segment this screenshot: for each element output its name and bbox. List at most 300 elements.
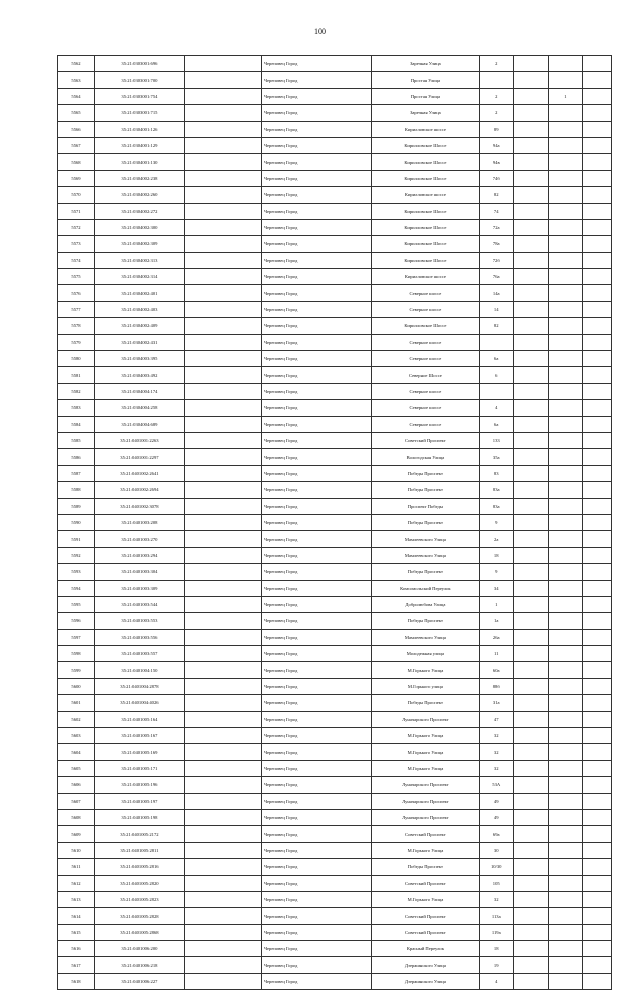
city-cell: Череповец Город <box>262 400 372 416</box>
house-cell: 82 <box>479 187 513 203</box>
empty-cell <box>513 318 548 334</box>
city-cell: Череповец Город <box>262 236 372 252</box>
empty-cell <box>583 154 612 170</box>
house-cell <box>479 383 513 399</box>
empty-cell <box>184 203 261 219</box>
extra-cell <box>548 777 583 793</box>
empty-cell <box>583 564 612 580</box>
extra-cell <box>548 170 583 186</box>
extra-cell <box>548 973 583 989</box>
house-cell: 30 <box>479 842 513 858</box>
city-cell: Череповец Город <box>262 416 372 432</box>
empty-cell <box>184 678 261 694</box>
city-cell: Череповец Город <box>262 842 372 858</box>
empty-cell <box>184 957 261 973</box>
extra-cell <box>548 678 583 694</box>
empty-cell <box>184 973 261 989</box>
table-row <box>58 842 612 858</box>
extra-cell <box>548 793 583 809</box>
city-cell: Череповец Город <box>262 547 372 563</box>
table-row <box>58 72 612 88</box>
house-cell: 6а <box>479 416 513 432</box>
cadastral-number-cell: 35:21:0401002:2694 <box>95 482 185 498</box>
row-number-cell: 5584 <box>58 416 95 432</box>
empty-cell <box>513 170 548 186</box>
table-row <box>58 826 612 842</box>
cadastral-number-cell: 35:21:0401004:150 <box>95 662 185 678</box>
registry-table <box>57 55 612 990</box>
house-cell: 32 <box>479 891 513 907</box>
cadastral-number-cell: 35:21:0401005:164 <box>95 711 185 727</box>
empty-cell <box>583 728 612 744</box>
cadastral-number-cell: 35:21:0401006:200 <box>95 941 185 957</box>
table-row <box>58 482 612 498</box>
street-cell: Луначарского Проспект <box>371 793 479 809</box>
house-cell: 18 <box>479 547 513 563</box>
cadastral-number-cell: 35:21:0401003:309 <box>95 580 185 596</box>
row-number-cell: 5563 <box>58 72 95 88</box>
empty-cell <box>583 88 612 104</box>
empty-cell <box>583 383 612 399</box>
cadastral-number-cell: 35:21:0304002:431 <box>95 334 185 350</box>
table-row <box>58 203 612 219</box>
empty-cell <box>513 121 548 137</box>
empty-cell <box>583 809 612 825</box>
cadastral-number-cell: 35:21:0304002:260 <box>95 187 185 203</box>
empty-cell <box>583 957 612 973</box>
page-number: 100 <box>314 27 326 36</box>
cadastral-number-cell: 35:21:0304002:238 <box>95 170 185 186</box>
empty-cell <box>513 416 548 432</box>
street-cell: М.Горького Улица <box>371 744 479 760</box>
empty-cell <box>513 793 548 809</box>
extra-cell <box>548 908 583 924</box>
empty-cell <box>184 547 261 563</box>
cadastral-number-cell: 35:21:0304003:492 <box>95 367 185 383</box>
empty-cell <box>184 646 261 662</box>
row-number-cell: 5588 <box>58 482 95 498</box>
extra-cell <box>548 482 583 498</box>
row-number-cell: 5595 <box>58 596 95 612</box>
city-cell: Череповец Город <box>262 88 372 104</box>
empty-cell <box>513 482 548 498</box>
extra-cell <box>548 596 583 612</box>
street-cell: Комсомольский Переулок <box>371 580 479 596</box>
empty-cell <box>513 498 548 514</box>
row-number-cell: 5600 <box>58 678 95 694</box>
empty-cell <box>583 777 612 793</box>
city-cell: Череповец Город <box>262 924 372 940</box>
house-cell: 74б <box>479 170 513 186</box>
house-cell <box>479 72 513 88</box>
empty-cell <box>184 695 261 711</box>
row-number-cell: 5568 <box>58 154 95 170</box>
empty-cell <box>184 941 261 957</box>
street-cell: Дзержинского Улица <box>371 973 479 989</box>
empty-cell <box>513 531 548 547</box>
extra-cell <box>548 695 583 711</box>
row-number-cell: 5602 <box>58 711 95 727</box>
house-cell: 18 <box>479 941 513 957</box>
empty-cell <box>184 842 261 858</box>
house-cell: 60а <box>479 662 513 678</box>
row-number-cell: 5609 <box>58 826 95 842</box>
empty-cell <box>583 662 612 678</box>
house-cell: 1 <box>479 596 513 612</box>
cadastral-number-cell: 35:21:0401003:557 <box>95 646 185 662</box>
city-cell: Череповец Город <box>262 154 372 170</box>
empty-cell <box>583 269 612 285</box>
street-cell: Мамлеевского Улица <box>371 531 479 547</box>
table-row <box>58 400 612 416</box>
street-cell: Луначарского Проспект <box>371 809 479 825</box>
extra-cell <box>548 318 583 334</box>
empty-cell <box>583 416 612 432</box>
empty-cell <box>513 219 548 235</box>
extra-cell <box>548 236 583 252</box>
empty-cell <box>583 137 612 153</box>
extra-cell <box>548 449 583 465</box>
empty-cell <box>513 728 548 744</box>
empty-cell <box>184 236 261 252</box>
cadastral-number-cell: 35:21:0304002:309 <box>95 236 185 252</box>
row-number-cell: 5578 <box>58 318 95 334</box>
extra-cell <box>548 744 583 760</box>
city-cell: Череповец Город <box>262 137 372 153</box>
extra-cell <box>548 629 583 645</box>
empty-cell <box>184 793 261 809</box>
street-cell: Мамлеевского Улица <box>371 547 479 563</box>
empty-cell <box>513 859 548 875</box>
street-cell: Советский Проспект <box>371 826 479 842</box>
table-row <box>58 449 612 465</box>
empty-cell <box>184 318 261 334</box>
empty-cell <box>513 514 548 530</box>
street-cell: Кирилловское Шоссе <box>371 170 479 186</box>
extra-cell <box>548 711 583 727</box>
cadastral-number-cell: 35:21:0303001:715 <box>95 105 185 121</box>
extra-cell <box>548 285 583 301</box>
row-number-cell: 5582 <box>58 383 95 399</box>
house-cell: 35а <box>479 449 513 465</box>
empty-cell <box>513 252 548 268</box>
city-cell: Череповец Город <box>262 744 372 760</box>
row-number-cell: 5585 <box>58 432 95 448</box>
street-cell: М.Горького Улица <box>371 662 479 678</box>
empty-cell <box>184 891 261 907</box>
empty-cell <box>513 744 548 760</box>
table-row <box>58 269 612 285</box>
city-cell: Череповец Город <box>262 514 372 530</box>
table-row <box>58 318 612 334</box>
city-cell: Череповец Город <box>262 285 372 301</box>
empty-cell <box>184 121 261 137</box>
table-row <box>58 170 612 186</box>
empty-cell <box>513 973 548 989</box>
empty-cell <box>184 465 261 481</box>
cadastral-number-cell: 35:21:0401003:294 <box>95 547 185 563</box>
row-number-cell: 5614 <box>58 908 95 924</box>
empty-cell <box>513 285 548 301</box>
street-cell: Северное шоссе <box>371 351 479 367</box>
row-number-cell: 5579 <box>58 334 95 350</box>
house-cell: 19 <box>479 957 513 973</box>
row-number-cell: 5605 <box>58 760 95 776</box>
empty-cell <box>583 367 612 383</box>
row-number-cell: 5562 <box>58 56 95 72</box>
house-cell: 119а <box>479 924 513 940</box>
extra-cell <box>548 351 583 367</box>
row-number-cell: 5565 <box>58 105 95 121</box>
empty-cell <box>184 400 261 416</box>
extra-cell <box>548 465 583 481</box>
extra-cell <box>548 760 583 776</box>
cadastral-number-cell: 35:21:0401003:556 <box>95 629 185 645</box>
empty-cell <box>184 531 261 547</box>
city-cell: Череповец Город <box>262 56 372 72</box>
street-cell: Кирилловское Шоссе <box>371 154 479 170</box>
city-cell: Череповец Город <box>262 531 372 547</box>
house-cell: 88б <box>479 678 513 694</box>
empty-cell <box>583 760 612 776</box>
empty-cell <box>513 908 548 924</box>
empty-cell <box>513 875 548 891</box>
empty-cell <box>184 875 261 891</box>
street-cell: Советский Проспект <box>371 908 479 924</box>
table-row <box>58 432 612 448</box>
city-cell: Череповец Город <box>262 72 372 88</box>
cadastral-number-cell: 35:21:0401006:218 <box>95 957 185 973</box>
empty-cell <box>184 498 261 514</box>
empty-cell <box>184 728 261 744</box>
empty-cell <box>583 744 612 760</box>
city-cell: Череповец Город <box>262 596 372 612</box>
row-number-cell: 5599 <box>58 662 95 678</box>
empty-cell <box>583 531 612 547</box>
empty-cell <box>583 842 612 858</box>
house-cell: 83а <box>479 498 513 514</box>
extra-cell <box>548 875 583 891</box>
street-cell: Северное шоссе <box>371 285 479 301</box>
empty-cell <box>184 613 261 629</box>
cadastral-number-cell: 35:21:0401003:304 <box>95 564 185 580</box>
empty-cell <box>583 826 612 842</box>
empty-cell <box>583 318 612 334</box>
extra-cell <box>548 154 583 170</box>
extra-cell <box>548 203 583 219</box>
empty-cell <box>583 170 612 186</box>
extra-cell <box>548 547 583 563</box>
empty-cell <box>583 187 612 203</box>
table-row <box>58 695 612 711</box>
street-cell: Победы Проспект <box>371 482 479 498</box>
house-cell: 49 <box>479 809 513 825</box>
empty-cell <box>583 400 612 416</box>
table-row <box>58 728 612 744</box>
cadastral-number-cell: 35:21:0304002:300 <box>95 219 185 235</box>
house-cell: 9 <box>479 514 513 530</box>
empty-cell <box>583 613 612 629</box>
city-cell: Череповец Город <box>262 105 372 121</box>
row-number-cell: 5615 <box>58 924 95 940</box>
empty-cell <box>184 482 261 498</box>
empty-cell <box>583 105 612 121</box>
table-row <box>58 629 612 645</box>
table-row <box>58 564 612 580</box>
empty-cell <box>583 482 612 498</box>
house-cell: 83а <box>479 482 513 498</box>
empty-cell <box>513 924 548 940</box>
cadastral-number-cell: 35:21:0304002:403 <box>95 301 185 317</box>
house-cell: 1а <box>479 613 513 629</box>
empty-cell <box>583 334 612 350</box>
extra-cell <box>548 859 583 875</box>
house-cell: 113а <box>479 908 513 924</box>
city-cell: Череповец Город <box>262 465 372 481</box>
empty-cell <box>513 301 548 317</box>
street-cell: Победы Проспект <box>371 564 479 580</box>
cadastral-number-cell: 35:21:0401005:2820 <box>95 875 185 891</box>
street-cell: Победы Проспект <box>371 613 479 629</box>
city-cell: Череповец Город <box>262 809 372 825</box>
city-cell: Череповец Город <box>262 941 372 957</box>
table-row <box>58 367 612 383</box>
street-cell: Мамлеевского Улица <box>371 629 479 645</box>
empty-cell <box>184 301 261 317</box>
table-row <box>58 744 612 760</box>
street-cell: Северное шоссе <box>371 416 479 432</box>
street-cell: Добролюбова Улица <box>371 596 479 612</box>
row-number-cell: 5573 <box>58 236 95 252</box>
row-number-cell: 5574 <box>58 252 95 268</box>
street-cell: Заречная Улица <box>371 56 479 72</box>
street-cell: М.Горького Улица <box>371 842 479 858</box>
cadastral-number-cell: 35:21:0304001:126 <box>95 121 185 137</box>
street-cell: Кирилловское Шоссе <box>371 318 479 334</box>
registry-table-body <box>58 56 612 990</box>
row-number-cell: 5583 <box>58 400 95 416</box>
city-cell: Череповец Город <box>262 662 372 678</box>
table-row <box>58 547 612 563</box>
cadastral-number-cell: 35:21:0401003:553 <box>95 613 185 629</box>
empty-cell <box>583 973 612 989</box>
extra-cell <box>548 252 583 268</box>
empty-cell <box>184 564 261 580</box>
house-cell: 6 <box>479 367 513 383</box>
street-cell: Победы Проспект <box>371 514 479 530</box>
street-cell: Северное шоссе <box>371 334 479 350</box>
street-cell: Кирилловское шоссе <box>371 121 479 137</box>
street-cell: Победы Проспект <box>371 465 479 481</box>
house-cell: 82 <box>479 318 513 334</box>
extra-cell <box>548 826 583 842</box>
city-cell: Череповец Город <box>262 760 372 776</box>
extra-cell <box>548 187 583 203</box>
empty-cell <box>513 629 548 645</box>
city-cell: Череповец Город <box>262 613 372 629</box>
cadastral-number-cell: 35:21:0401005:171 <box>95 760 185 776</box>
cadastral-number-cell: 35:21:0401002:3078 <box>95 498 185 514</box>
empty-cell <box>583 121 612 137</box>
empty-cell <box>513 154 548 170</box>
empty-cell <box>583 219 612 235</box>
extra-cell <box>548 580 583 596</box>
empty-cell <box>513 941 548 957</box>
empty-cell <box>513 351 548 367</box>
house-cell: 78а <box>479 236 513 252</box>
cadastral-number-cell: 35:21:0304002:313 <box>95 252 185 268</box>
house-cell: 6а <box>479 351 513 367</box>
empty-cell <box>184 924 261 940</box>
empty-cell <box>513 826 548 842</box>
empty-cell <box>184 56 261 72</box>
table-row <box>58 416 612 432</box>
street-cell: Простая Улица <box>371 72 479 88</box>
city-cell: Череповец Город <box>262 301 372 317</box>
house-cell: 76а <box>479 269 513 285</box>
house-cell: 2 <box>479 88 513 104</box>
row-number-cell: 5589 <box>58 498 95 514</box>
row-number-cell: 5603 <box>58 728 95 744</box>
street-cell: Красный Переулок <box>371 941 479 957</box>
empty-cell <box>184 219 261 235</box>
cadastral-number-cell: 35:21:0304001:130 <box>95 154 185 170</box>
extra-cell <box>548 137 583 153</box>
empty-cell <box>184 252 261 268</box>
street-cell: Кирилловское шоссе <box>371 269 479 285</box>
city-cell: Череповец Город <box>262 564 372 580</box>
cadastral-number-cell: 35:21:0401001:2263 <box>95 432 185 448</box>
city-cell: Череповец Город <box>262 367 372 383</box>
empty-cell <box>184 711 261 727</box>
table-row <box>58 154 612 170</box>
city-cell: Череповец Город <box>262 695 372 711</box>
city-cell: Череповец Город <box>262 908 372 924</box>
house-cell: 31а <box>479 695 513 711</box>
street-cell: Кирилловское Шоссе <box>371 252 479 268</box>
row-number-cell: 5580 <box>58 351 95 367</box>
table-row <box>58 334 612 350</box>
extra-cell <box>548 72 583 88</box>
house-cell: 2 <box>479 105 513 121</box>
house-cell: 9 <box>479 564 513 580</box>
empty-cell <box>513 105 548 121</box>
empty-cell <box>583 252 612 268</box>
row-number-cell: 5611 <box>58 859 95 875</box>
cadastral-number-cell: 35:21:0401005:196 <box>95 777 185 793</box>
empty-cell <box>184 334 261 350</box>
row-number-cell: 5616 <box>58 941 95 957</box>
extra-cell <box>548 891 583 907</box>
row-number-cell: 5610 <box>58 842 95 858</box>
row-number-cell: 5570 <box>58 187 95 203</box>
city-cell: Череповец Город <box>262 957 372 973</box>
empty-cell <box>583 514 612 530</box>
table-row <box>58 465 612 481</box>
table-row <box>58 580 612 596</box>
empty-cell <box>513 465 548 481</box>
extra-cell <box>548 334 583 350</box>
empty-cell <box>513 842 548 858</box>
row-number-cell: 5601 <box>58 695 95 711</box>
cadastral-number-cell: 35:21:0401005:2172 <box>95 826 185 842</box>
table-row <box>58 514 612 530</box>
street-cell: Простая Улица <box>371 88 479 104</box>
empty-cell <box>513 203 548 219</box>
cadastral-number-cell: 35:21:0401002:2641 <box>95 465 185 481</box>
empty-cell <box>184 383 261 399</box>
table-row <box>58 859 612 875</box>
